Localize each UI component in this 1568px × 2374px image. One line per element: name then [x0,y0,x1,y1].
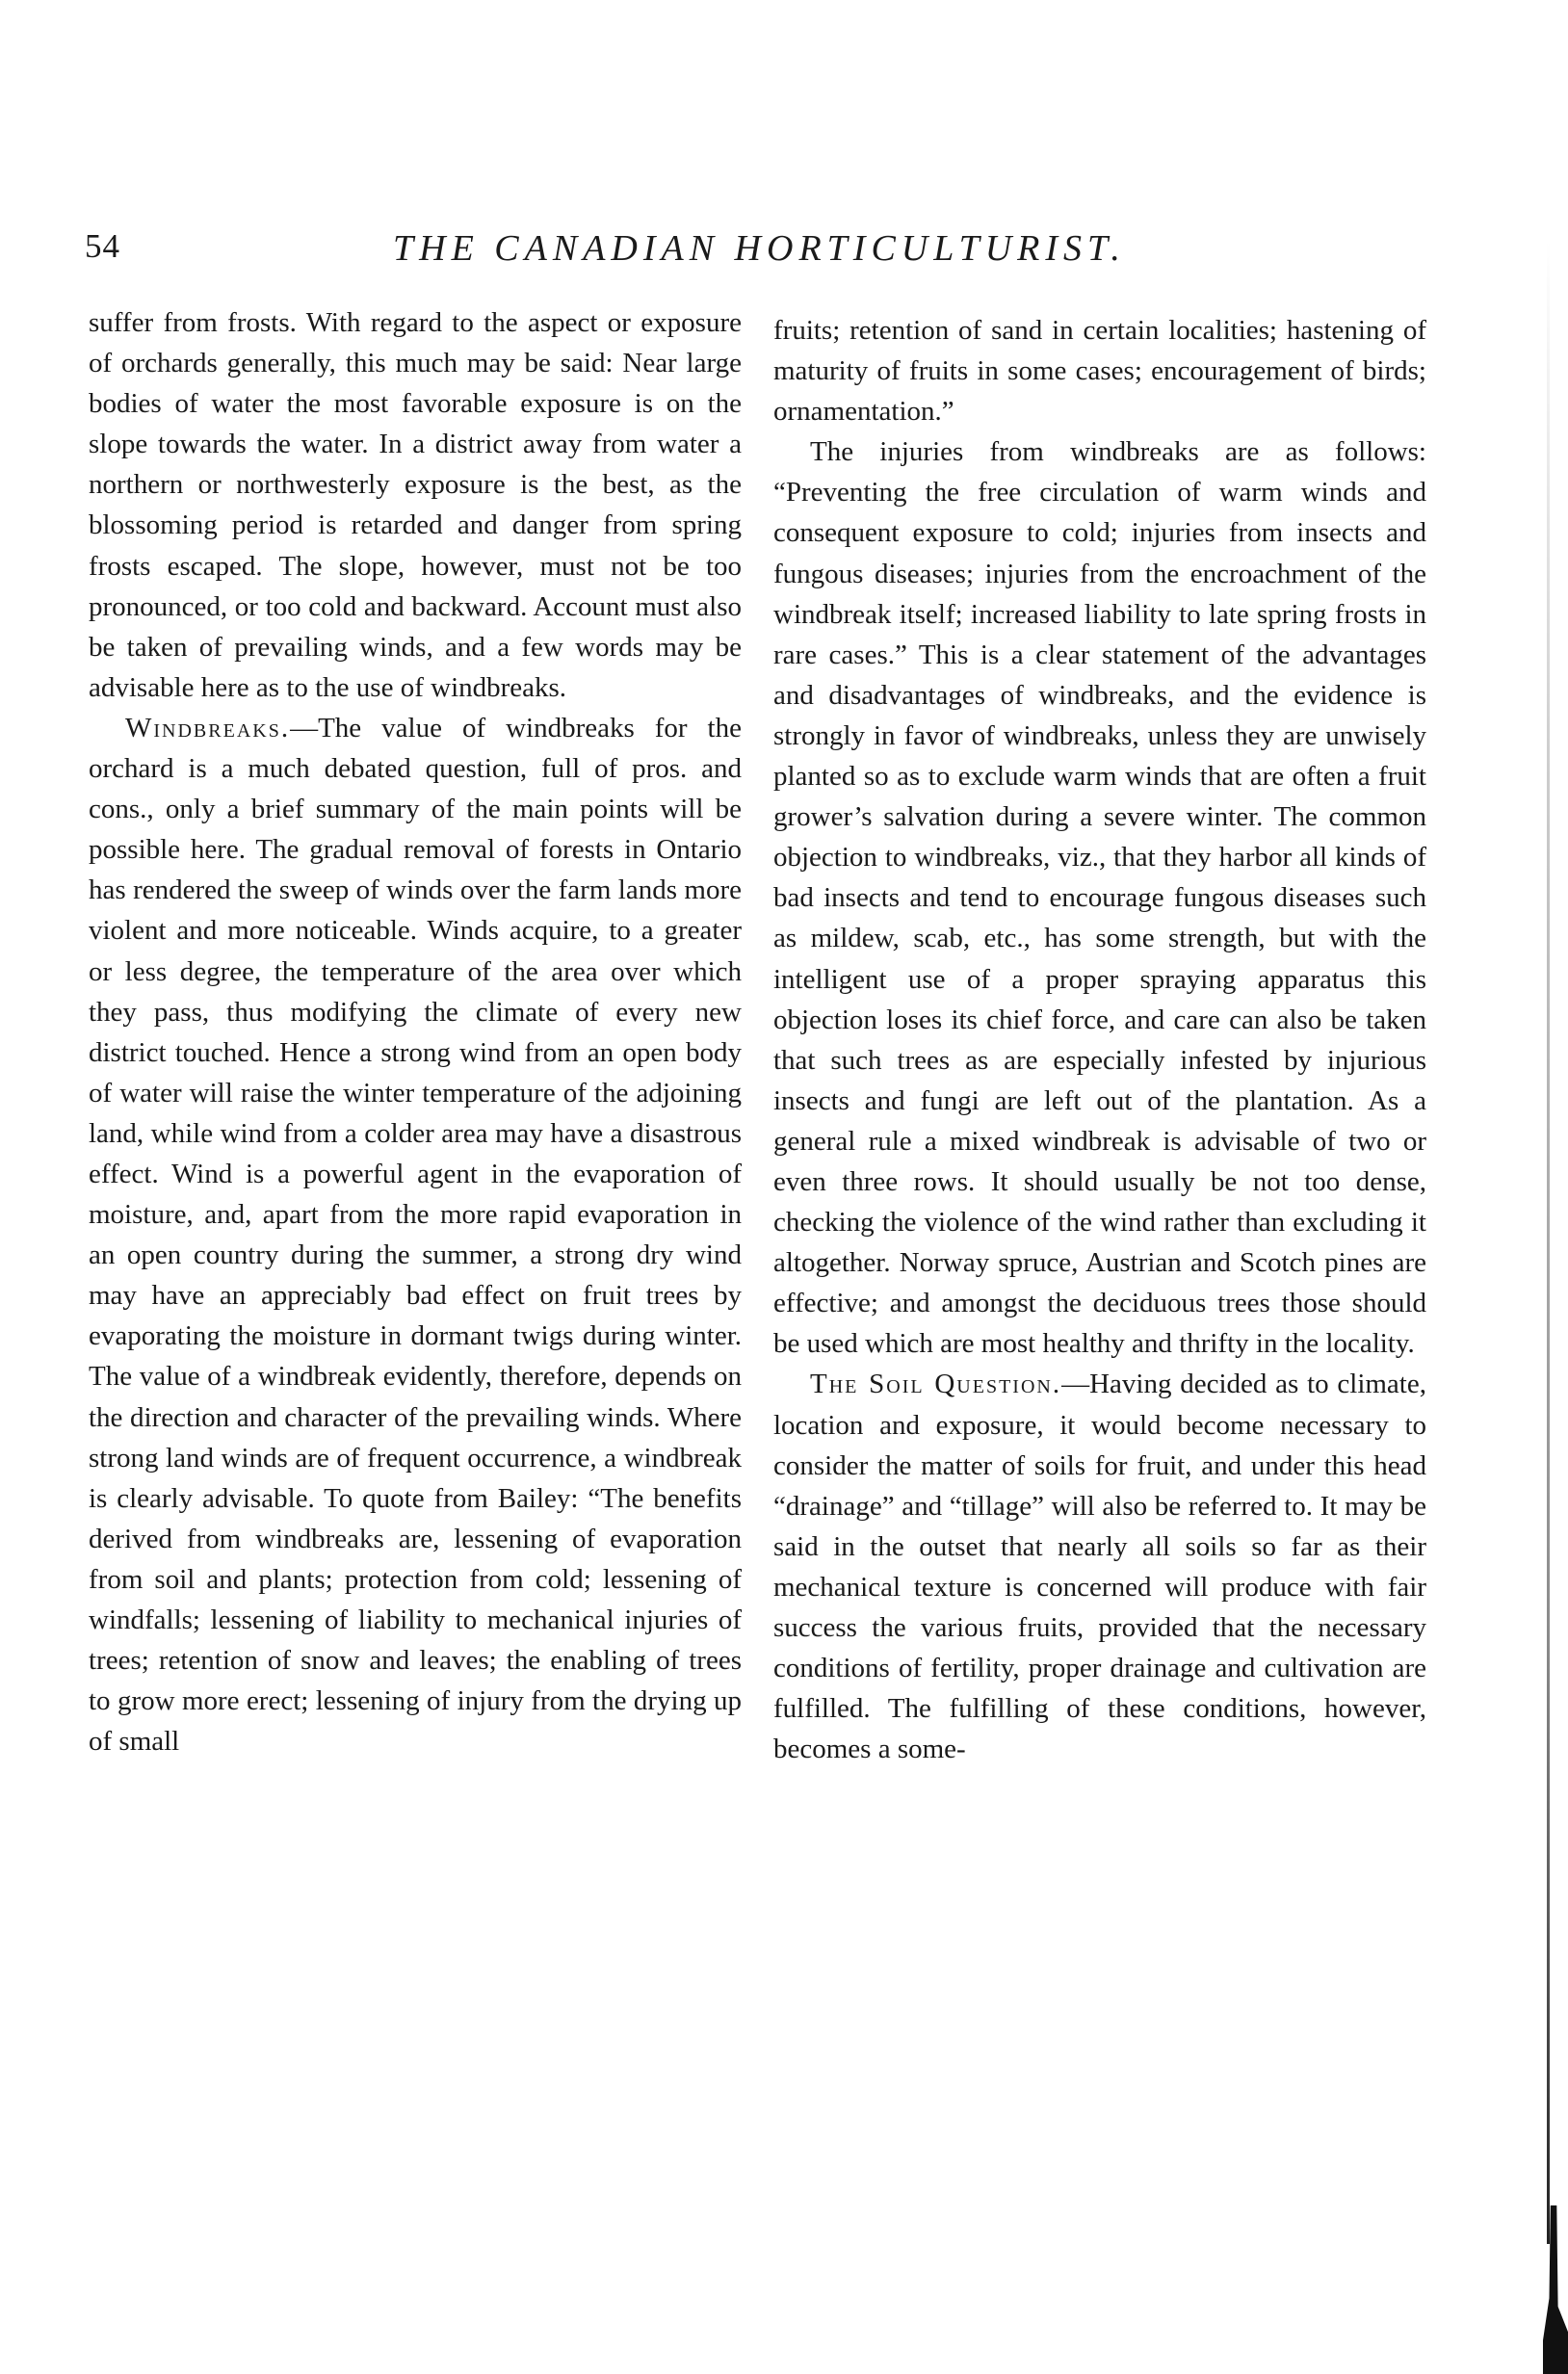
binding-shadow-line [1547,241,1550,2244]
paragraph: The injuries from windbreaks are as follows: “Preventing the free circulation of warm winds and consequent exposure to cold; injuries from insects and fungous diseases; injuries from the encroachment of the windbreak itself; increased liability to late spring frosts in rare cases.” This is a clear statement of the advantages and disadvantages of windbreaks, and the evidence is strongly in favor of windbreaks, unless they are unwisely planted so as to exclude warm winds that are often a fruit grower’s salvation during a severe winter. The common objection to windbreaks, viz., that they harbor all kinds of bad insects and tend to encourage fungous diseases such as mildew, scab, etc., has some strength, but with the intelligent use of a proper spraying apparatus this objection loses its chief force, and care can also be taken that such trees as are especially infested by injurious insects and fungi are left out of the plantation. As a general rule a mixed windbreak is advisable of two or even three rows. It should usually be not too dense, checking the violence of the wind rather than excluding it altogether. Norway spruce, Austrian and Scotch pines are effective; and amongst the deciduous trees those should be used which are most healthy and thrifty in the locality. [773,436,1426,1360]
paragraph-soil-question [773,1364,1426,1769]
right-column [773,310,1426,1769]
left-column [89,302,742,1761]
paragraph: suffer from frosts. With regard to the aspect or exposure of orchards generally, this much may be said: Near large bodies of water the most favorable exposure is on the slope towards the water. In a district away from water a northern or northwesterly exposure is the best, as the blossoming period is retarded and danger from spring frosts escaped. The slope, however, must not be too pronounced, or too cold and backward. Account must also be taken of prevailing winds, and a few words may be advisable here as to the use of windbreaks. [89,307,742,703]
paragraph-text: —Having decided as to climate, location and exposure, it would become necessary to consider the matter of soils for fruit, and under this head “drainage” and “tillage” will also be referred to. It may be said in the outset that nearly all soils so far as their mechanical texture is concerned will produce with fair success the various fruits, provided that the necessary conditions of fertility, proper drainage and cultivation are fulfilled. The fulfilling of these conditions, however, becomes a some- [773,1369,1426,1765]
paragraph-text: —The value of windbreaks for the orchard is a much debated question, full of pros. and cons., only a brief summary of the main points will be possible here. The gradual removal of forests in Ontario has rendered the sweep of winds over the farm lands more violent and more noticeable. Winds acquire, to a greater or less degree, the temperature of the area over which they pass, thus modifying the climate of every new district touched. Hence a strong wind from an open body of water will raise the winter temperature of the adjoining land, while wind from a colder area may have a disastrous effect. Wind is a powerful agent in the evaporation of moisture, and, apart from the more rapid evaporation in an open country during the summer, a strong dry wind may have an appreciably bad effect on fruit trees by evaporating the moisture in dormant twigs during winter. The value of a windbreak evidently, therefore, depends on the direction and character of the prevailing winds. Where strong land winds are of frequent occurrence, a windbreak is clearly advisable. To quote from Bailey: “The benefits derived from windbreaks are, lessening of evaporation from soil and plants; protection from cold; lessening of windfalls; lessening of liability to mechanical injuries of trees; retention of snow and leaves; the enabling of trees to grow more erect; lessening of injury from the drying up of small [89,712,742,1758]
paragraph-windbreaks [89,708,742,1761]
page-header [85,227,1443,275]
section-heading: Windbreaks. [125,712,291,744]
page-number: 54 [85,227,120,265]
section-heading: The Soil Question. [810,1369,1062,1400]
page-binding-edge [1510,0,1568,2374]
paragraph: fruits; retention of sand in certain localities; hastening of maturity of fruits in some cases; encouragement of birds; ornamentation.” [773,315,1426,428]
running-title: THE CANADIAN HORTICULTURIST. [393,228,1126,269]
